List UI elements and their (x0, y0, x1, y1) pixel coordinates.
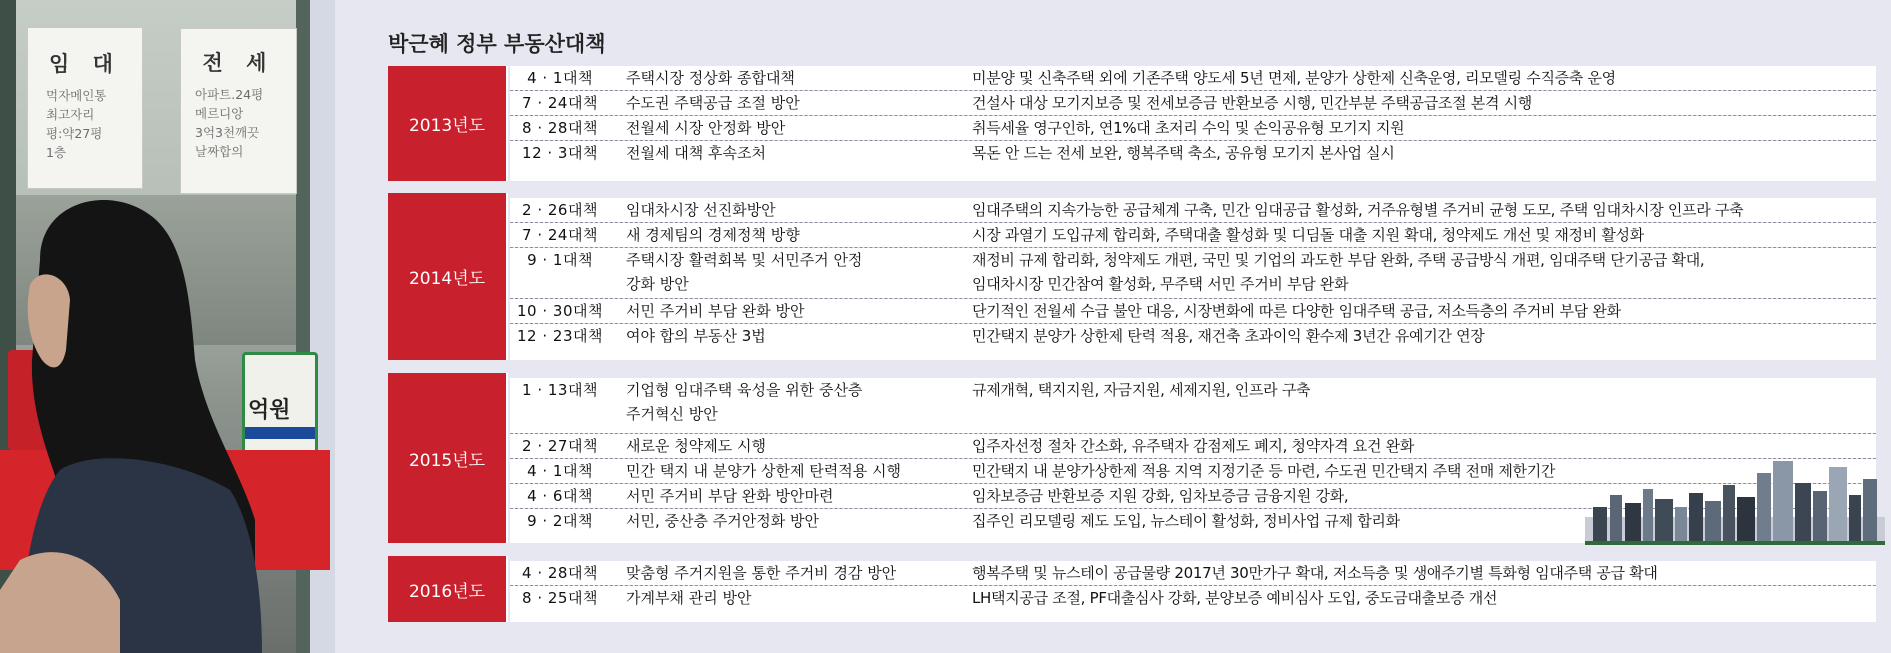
policy-date: 4 · 1대책 (510, 459, 611, 483)
policy-name: 서민 주거비 부담 완화 방안마련 (610, 484, 940, 508)
policy-row (510, 116, 1876, 141)
policy-name-line: 주거혁신 방안 (626, 405, 718, 423)
policy-detail-line: 재정비 규제 합리화, 청약제도 개편, 국민 및 기업의 과도한 부담 완화, 주택 공급방식 개편, 임대주택 단기공급 확대, (972, 251, 1705, 269)
policy-detail: 규제개혁, 택지지원, 자금지원, 세제지원, 인프라 구축 (940, 378, 1876, 433)
policy-detail-line: 임대차시장 민간참여 활성화, 무주택 서민 주거비 부담 완화 (972, 275, 1349, 293)
policy-name-line: 강화 방안 (626, 275, 689, 293)
policy-date: 8 · 25대책 (510, 586, 611, 622)
notice-title: 전 세 (202, 51, 275, 75)
policy-name-line: 기업형 임대주택 육성을 위한 중산층 (626, 381, 863, 399)
notice-line: 먹자메인통 (46, 88, 107, 103)
policy-date: 7 · 24대책 (510, 91, 611, 115)
policy-date: 9 · 2대책 (510, 509, 611, 543)
policy-name: 서민, 중산층 주거안정화 방안 (610, 509, 940, 543)
divider (506, 193, 508, 360)
policy-detail: 민간택지 내 분양가상한제 적용 지역 지정기준 등 마련, 수도권 민간택지 주택 전매 제한기간 (940, 459, 1876, 483)
street-photo (0, 0, 335, 653)
notice-line: 최고자리 (46, 107, 95, 122)
policy-date: 2 · 27대책 (510, 434, 611, 458)
policy-row (510, 223, 1876, 248)
policy-date: 9 · 1대책 (510, 248, 611, 298)
notice-title: 임 대 (49, 52, 121, 76)
policy-date: 2 · 26대책 (510, 198, 611, 222)
policy-rows (510, 66, 1876, 181)
policy-detail: 목돈 안 드는 전세 보완, 행복주택 축소, 공유형 모기지 본사업 실시 (940, 141, 1876, 181)
policy-row (510, 561, 1876, 586)
policy-date: 10 · 30대책 (510, 299, 611, 323)
policy-date: 7 · 24대책 (510, 223, 611, 247)
policy-row (510, 586, 1876, 622)
policy-date: 4 · 6대책 (510, 484, 611, 508)
policy-name: 서민 주거비 부담 완화 방안 (610, 299, 940, 323)
policy-detail: 건설사 대상 모기지보증 및 전세보증금 반환보증 시행, 민간부분 주택공급조절 본격 시행 (940, 91, 1876, 115)
policy-date: 12 · 23대책 (510, 324, 611, 360)
policy-name: 주택시장 정상화 종합대책 (610, 66, 940, 90)
year-label: 2013년도 (388, 66, 506, 181)
policy-rows (510, 556, 1876, 622)
policy-name: 가계부채 관리 방안 (610, 586, 940, 622)
notice-line: 평:약27평 (46, 126, 103, 141)
year-group (388, 193, 1876, 360)
city-skyline-illustration (1585, 455, 1885, 545)
year-group (388, 556, 1876, 622)
policy-date: 8 · 28대책 (510, 116, 611, 140)
policy-row (510, 378, 1876, 434)
policy-name: 민간 택지 내 분양가 상한제 탄력적용 시행 (610, 459, 940, 483)
policy-row (510, 141, 1876, 181)
sign-label: 억원 (248, 398, 291, 423)
pedestrian-figure (0, 0, 335, 653)
policy-name (610, 248, 940, 298)
policy-detail: 시장 과열기 도입규제 합리화, 주택대출 활성화 및 디딤돌 대출 지원 확대, 청약제도 개선 및 재정비 활성화 (940, 223, 1876, 247)
policy-name-line: 주택시장 활력회복 및 서민주거 안정 (626, 251, 863, 269)
notice-line: 아파트.24평 (195, 87, 264, 102)
policy-row (510, 91, 1876, 116)
policy-row (510, 248, 1876, 299)
policy-detail: 임대주택의 지속가능한 공급체계 구축, 민간 임대공급 활성화, 거주유형별 주거비 균형 도모, 주택 임대차시장 인프라 구축 (940, 198, 1876, 222)
policy-detail: 행복주택 및 뉴스테이 공급물량 2017년 30만가구 확대, 저소득층 및 생애주기별 특화형 임대주택 공급 확대 (940, 561, 1876, 585)
policy-rows (510, 193, 1876, 360)
policy-detail: 취득세율 영구인하, 연1%대 초저리 수익 및 손익공유형 모기지 지원 (940, 116, 1876, 140)
policy-name: 전월세 시장 안정화 방안 (610, 116, 940, 140)
notice-line: 날짜합의 (195, 144, 244, 159)
policy-row (510, 198, 1876, 223)
policy-detail: 집주인 리모델링 제도 도입, 뉴스테이 활성화, 정비사업 규제 합리화 (940, 509, 1876, 543)
notice-line: 3억3천깨끗 (195, 125, 260, 140)
policy-detail: 입주자선정 절차 간소화, 유주택자 감점제도 폐지, 청약자격 요건 완화 (940, 434, 1876, 458)
policy-detail: 민간택지 분양가 상한제 탄력 적용, 재건축 초과이익 환수제 3년간 유예기간 연장 (940, 324, 1876, 360)
policy-name: 전월세 대책 후속조처 (610, 141, 940, 181)
year-label: 2016년도 (388, 556, 506, 622)
policy-detail: 단기적인 전월세 수급 불안 대응, 시장변화에 따른 다양한 임대주택 공급, 저소득층의 주거비 부담 완화 (940, 299, 1876, 323)
notice-line: 메르디앙 (195, 106, 244, 121)
policy-detail: 임차보증금 반환보증 지원 강화, 임차보증금 금융지원 강화, (940, 484, 1876, 508)
policy-date: 4 · 28대책 (510, 561, 611, 585)
notice-line: 1층 (46, 145, 67, 160)
policy-date: 4 · 1대책 (510, 66, 611, 90)
policy-name (610, 378, 940, 433)
divider (506, 66, 508, 181)
divider (506, 373, 508, 543)
policy-row (510, 299, 1876, 324)
policy-detail: 미분양 및 신축주택 외에 기존주택 양도세 5년 면제, 분양가 상한제 신축운영, 리모델링 수직증축 운영 (940, 66, 1876, 90)
policy-name: 수도권 주택공급 조절 방안 (610, 91, 940, 115)
policy-row (510, 324, 1876, 360)
policy-date: 1 · 13대책 (510, 378, 611, 433)
policy-name: 새 경제팀의 경제정책 방향 (610, 223, 940, 247)
policy-name: 맞춤형 주거지원을 통한 주거비 경감 방안 (610, 561, 940, 585)
year-group (388, 66, 1876, 181)
policy-name: 새로운 청약제도 시행 (610, 434, 940, 458)
year-label: 2014년도 (388, 193, 506, 360)
policy-detail (940, 248, 1876, 298)
policy-detail: LH택지공급 조절, PF대출심사 강화, 분양보증 예비심사 도입, 중도금대출보증 개선 (940, 586, 1876, 622)
policy-name: 임대차시장 선진화방안 (610, 198, 940, 222)
year-label: 2015년도 (388, 373, 506, 543)
policy-name: 여야 합의 부동산 3법 (610, 324, 940, 360)
policy-panel (335, 0, 1891, 653)
page-title: 박근혜 정부 부동산대책 (388, 32, 606, 56)
divider (506, 556, 508, 622)
policy-date: 12 · 3대책 (510, 141, 611, 181)
policy-row (510, 66, 1876, 91)
